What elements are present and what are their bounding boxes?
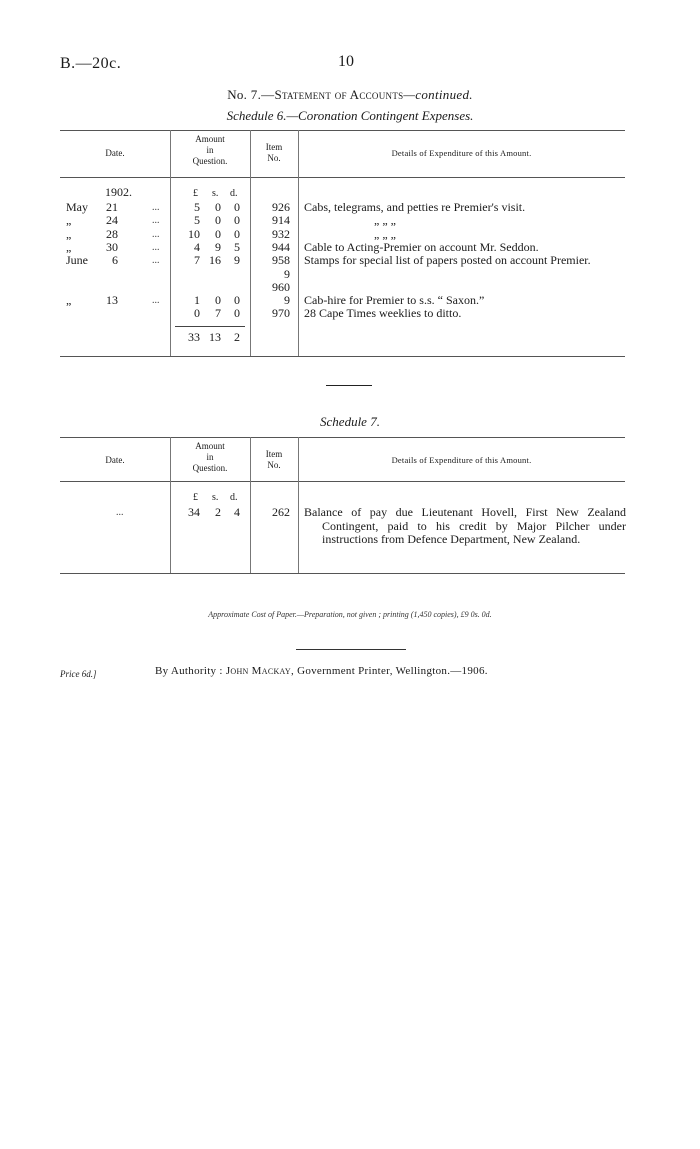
schedule7-header-date: Date. <box>105 455 125 465</box>
row-pence: 0 <box>234 213 240 228</box>
schedule7-header-details: Details of Expenditure of this Amount. <box>391 455 532 465</box>
schedule6-header-details: Details of Expenditure of this Amount. <box>391 148 532 158</box>
schedule7-header-rule <box>60 481 625 482</box>
item-header-line2: No. <box>267 460 281 470</box>
row-day: 13 <box>106 293 118 308</box>
row-detail: Cab-hire for Premier to s.s. “ Saxon.” <box>304 293 485 308</box>
statement-title-prefix: No. 7.— <box>227 87 275 102</box>
item-header-line1: Item <box>265 449 283 459</box>
row-shillings: 0 <box>215 293 221 308</box>
amount-header-line1: Amount <box>195 134 225 144</box>
document-reference: B.—20c. <box>60 55 122 72</box>
row-pounds: 4 <box>194 239 200 254</box>
row-dots: ... <box>152 228 160 240</box>
row-pounds: 7 <box>194 253 200 268</box>
row-pence: 0 <box>234 226 240 241</box>
row-shillings: 0 <box>215 226 221 241</box>
row-pounds: 0 <box>194 306 200 321</box>
row-pounds: 5 <box>194 200 200 214</box>
row-shillings: 0 <box>215 213 221 228</box>
schedule6-header-rule <box>60 177 625 178</box>
row-shillings: 7 <box>215 306 221 321</box>
row-pounds: 5 <box>194 213 200 228</box>
row-month: „ <box>66 293 72 308</box>
row-day: 6 <box>112 253 118 268</box>
shillings-unit: s. <box>212 188 219 199</box>
schedule7-header-item <box>250 449 298 471</box>
page-number: 10 <box>338 53 354 70</box>
authority-prefix: By Authority : <box>155 665 226 677</box>
row-detail: Stamps for special list of papers posted on account Premier. <box>304 253 591 268</box>
schedule7-item-number: 262 <box>272 505 290 519</box>
row-month: „ <box>66 226 72 241</box>
row-shillings: 16 <box>209 253 221 268</box>
schedule6-total-pence: 2 <box>234 330 240 344</box>
row-day: 21 <box>106 200 118 214</box>
row-detail: 28 Cape Times weeklies to ditto. <box>304 306 462 321</box>
row-pence: 5 <box>234 239 240 254</box>
row-month: May <box>66 200 88 214</box>
schedule6-top-rule <box>60 130 625 131</box>
row-pounds: 10 <box>188 226 200 241</box>
schedule7-detail <box>304 506 626 547</box>
cost-of-paper-note: Approximate Cost of Paper.—Preparation, not given ; printing (1,450 copies), £9 0s. 0d. <box>208 610 492 619</box>
amount-header-line3: Question. <box>192 156 228 166</box>
row-pence: 0 <box>234 306 240 321</box>
row-day: 28 <box>106 226 118 241</box>
row-month: „ <box>66 213 72 228</box>
schedule7-amount-shillings: 2 <box>215 505 221 519</box>
item-header-line1: Item <box>265 142 283 152</box>
row-day: 24 <box>106 213 118 228</box>
amount-header-line1: Amount <box>195 441 225 451</box>
row-item-number: 970 <box>272 306 290 321</box>
schedule7-header-amount <box>170 441 250 474</box>
row-detail: Cable to Acting-Premier on account Mr. Seddon. <box>304 239 539 254</box>
row-detail: „ „ „ <box>374 226 396 241</box>
statement-title <box>0 87 700 103</box>
row-item-number: 9 <box>284 266 290 281</box>
schedule7-detail-text: Balance of pay due Lieutenant Hovell, First New Zealand Contingent, paid to his credit by Major Pilcher under instructions from Defence Department, New Zealand. <box>304 505 626 546</box>
row-shillings: 9 <box>215 239 221 254</box>
amount-header-line3: Question. <box>192 463 228 473</box>
row-item-number: 9 <box>284 293 290 308</box>
row-day: 30 <box>106 239 118 254</box>
row-item-number: 914 <box>272 213 290 228</box>
section-separator-rule <box>326 385 372 386</box>
schedule7-pence-unit: d. <box>230 492 238 503</box>
printer-name: John Mackay <box>225 665 291 677</box>
schedule6-col-divider-3 <box>298 130 299 356</box>
footer-rule <box>296 649 406 650</box>
row-month: „ <box>66 239 72 254</box>
row-item-number: 944 <box>272 239 290 254</box>
row-item-number: 958 <box>272 253 290 268</box>
row-shillings: 0 <box>215 200 221 214</box>
schedule6-header-amount <box>170 134 250 167</box>
row-pounds: 1 <box>194 293 200 308</box>
row-pence: 9 <box>234 253 240 268</box>
row-item-number: 960 <box>272 279 290 294</box>
statement-title-suffix: —continued. <box>403 87 473 102</box>
price-note: Price 6d.] <box>60 669 97 679</box>
authority-suffix: , Government Printer, Wellington.—1906. <box>290 665 488 677</box>
row-item-number: 926 <box>272 200 290 214</box>
row-month: June <box>66 253 88 268</box>
row-dots: ... <box>152 202 160 213</box>
row-detail: Cabs, telegrams, and petties re Premier's visit. <box>304 200 526 214</box>
schedule7-title: Schedule 7. <box>320 414 380 429</box>
pence-unit: d. <box>230 188 238 199</box>
row-detail: „ „ „ <box>374 213 396 228</box>
schedule7-shillings-unit: s. <box>212 492 219 503</box>
schedule7-amount-pence: 4 <box>234 505 240 519</box>
schedule7-pounds-unit: £ <box>193 492 198 503</box>
item-header-line2: No. <box>267 153 281 163</box>
row-item-number: 932 <box>272 226 290 241</box>
row-dots: ... <box>152 215 160 227</box>
schedule6-bottom-rule <box>60 356 625 357</box>
row-dots: ... <box>152 255 160 267</box>
amount-header-line2: in <box>206 452 214 462</box>
schedule7-top-rule <box>60 437 625 438</box>
schedule6-title: Schedule 6.—Coronation Contingent Expenses. <box>226 108 474 123</box>
schedule6-total-pounds: 33 <box>188 330 200 344</box>
row-dots: ... <box>152 241 160 253</box>
schedule6-year: 1902. <box>105 185 132 199</box>
schedule6-total-shillings: 13 <box>209 330 221 344</box>
amount-header-line2: in <box>206 145 214 155</box>
row-pence: 0 <box>234 200 240 214</box>
schedule7-amount-pounds: 34 <box>188 505 200 519</box>
row-dots: ... <box>152 295 160 307</box>
schedule6-header-item <box>250 142 298 164</box>
statement-title-main: Statement of Accounts <box>274 87 404 102</box>
pounds-unit: £ <box>193 188 198 199</box>
schedule7-bottom-rule <box>60 573 625 574</box>
authority-line <box>155 665 488 677</box>
schedule6-header-date: Date. <box>105 148 125 158</box>
row-pence: 0 <box>234 293 240 308</box>
schedule6-total-rule <box>175 326 245 327</box>
schedule7-date-dots: ... <box>116 507 124 518</box>
